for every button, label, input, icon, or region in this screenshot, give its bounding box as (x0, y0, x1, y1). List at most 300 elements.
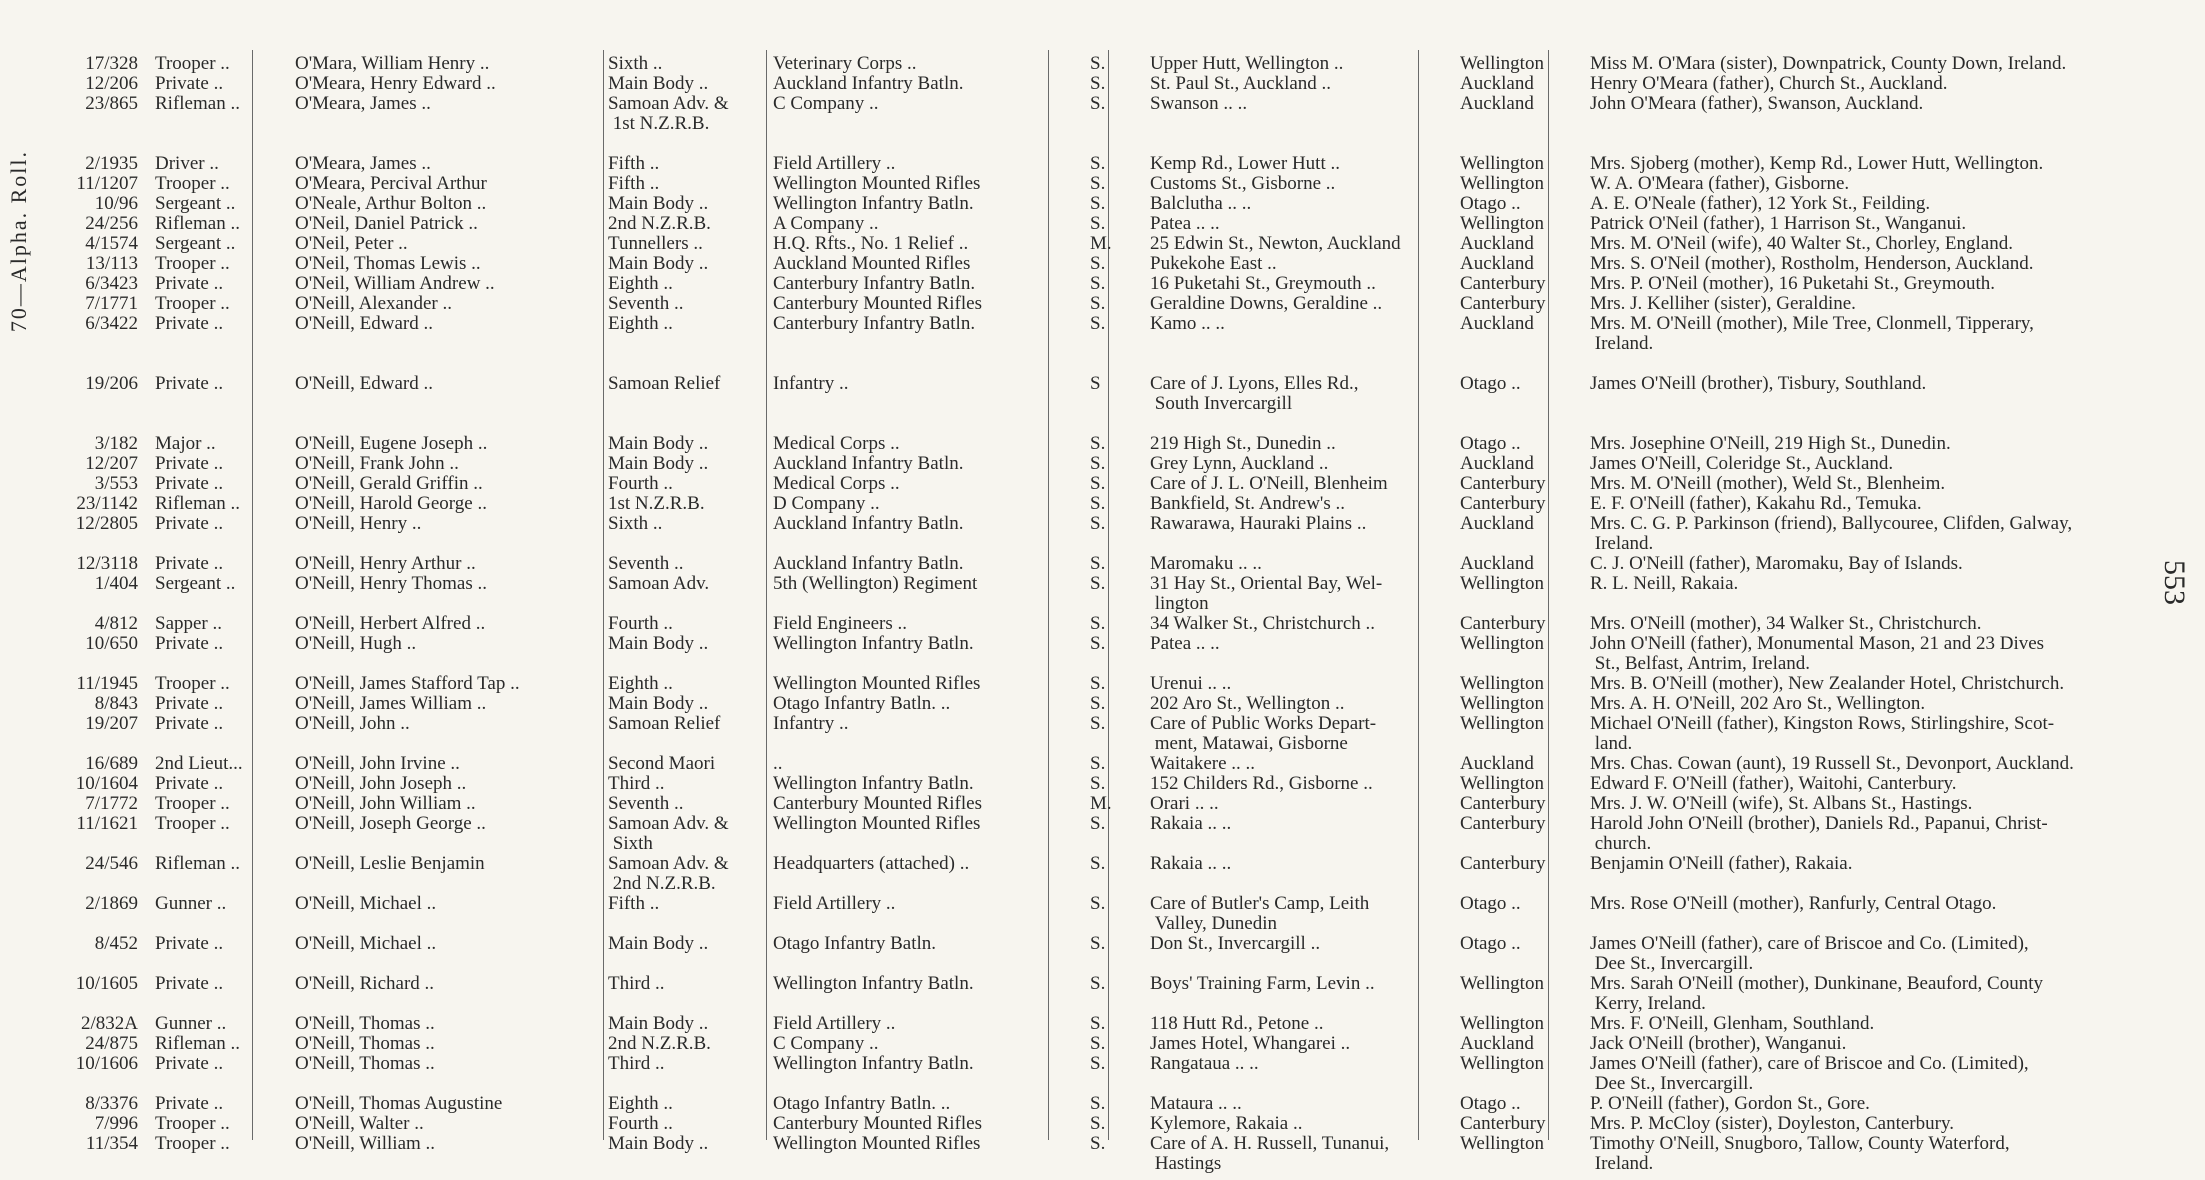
entry-rank: Trooper .. (155, 253, 230, 274)
entry-rank: 2nd Lieut... (155, 753, 243, 774)
entry-rank: Sergeant .. (155, 193, 236, 214)
entry-name: O'Meara, Henry Edward .. (295, 73, 496, 94)
entry-addr: Care of Butler's Camp, Leith Valley, Dunedin (1150, 893, 1370, 934)
entry-rank: Rifleman .. (155, 1033, 240, 1054)
entry-rank: Sapper .. (155, 613, 223, 634)
entry-num: 12/3118 (76, 553, 138, 574)
entry-corps: Auckland Infantry Batln. (773, 513, 964, 534)
entry-rank: Private .. (155, 1053, 224, 1074)
entry-num: 16/689 (85, 753, 138, 774)
entry-st: S. (1090, 553, 1106, 574)
entry-name: O'Neill, John William .. (295, 793, 476, 814)
entry-st: S. (1090, 693, 1106, 714)
entry-rank: Rifleman .. (155, 853, 240, 874)
entry-addr: Balclutha .. .. (1150, 193, 1252, 214)
entry-addr: 202 Aro St., Wellington .. (1150, 693, 1345, 714)
entry-corps: Wellington Mounted Rifles (773, 1133, 981, 1154)
entry-unit: Sixth .. (608, 513, 663, 534)
entry-kin: John O'Neill (father), Monumental Mason, 21 and 23 Dives St., Belfast, Antrim, Ireland. (1590, 633, 2045, 674)
entry-addr: Rawarawa, Hauraki Plains .. (1150, 513, 1367, 534)
entry-st: S. (1090, 673, 1106, 694)
entry-addr: 118 Hutt Rd., Petone .. (1150, 1013, 1324, 1034)
entry-unit: Fifth .. (608, 173, 660, 194)
entry-unit: Fifth .. (608, 153, 660, 174)
entry-name: O'Neill, Frank John .. (295, 453, 459, 474)
entry-addr: Don St., Invercargill .. (1150, 933, 1321, 954)
entry-rank: Private .. (155, 713, 224, 734)
entry-rank: Private .. (155, 553, 224, 574)
entry-corps: Canterbury Mounted Rifles (773, 793, 982, 814)
entry-addr: St. Paul St., Auckland .. (1150, 73, 1332, 94)
entry-num: 4/1574 (85, 233, 138, 254)
entry-kin: E. F. O'Neill (father), Kakahu Rd., Temuka. (1590, 493, 1922, 514)
entry-city: Auckland (1460, 513, 1534, 534)
entry-addr: Care of J. Lyons, Elles Rd., South Invercargill (1150, 373, 1359, 414)
entry-name: O'Neill, Walter .. (295, 1113, 424, 1134)
entry-city: Canterbury (1460, 473, 1546, 494)
entry-unit: Second Maori (608, 753, 716, 774)
entry-city: Auckland (1460, 553, 1534, 574)
entry-num: 8/843 (94, 693, 138, 714)
entry-corps: Wellington Mounted Rifles (773, 813, 981, 834)
entry-num: 11/354 (85, 1133, 138, 1154)
entry-city: Wellington (1460, 973, 1544, 994)
entry-unit: Main Body .. (608, 693, 709, 714)
entry-kin: Mrs. P. O'Neil (mother), 16 Puketahi St., Greymouth. (1590, 273, 1996, 294)
entry-num: 23/865 (85, 93, 138, 114)
entry-num: 10/96 (94, 193, 138, 214)
entry-city: Auckland (1460, 233, 1534, 254)
entry-city: Otago .. (1460, 373, 1521, 394)
entry-num: 10/1606 (75, 1053, 138, 1074)
entry-addr: 16 Puketahi St., Greymouth .. (1150, 273, 1376, 294)
entry-city: Canterbury (1460, 793, 1546, 814)
entry-rank: Private .. (155, 453, 224, 474)
entry-city: Otago .. (1460, 1093, 1521, 1114)
entry-city: Wellington (1460, 1053, 1544, 1074)
entry-name: O'Neill, Leslie Benjamin (295, 853, 485, 874)
entry-city: Canterbury (1460, 273, 1546, 294)
entry-rank: Private .. (155, 373, 224, 394)
entry-addr: 34 Walker St., Christchurch .. (1150, 613, 1376, 634)
entry-st: S. (1090, 933, 1106, 954)
entry-num: 2/1869 (85, 893, 138, 914)
entry-rank: Sergeant .. (155, 573, 236, 594)
entry-rank: Trooper .. (155, 793, 230, 814)
entry-addr: Geraldine Downs, Geraldine .. (1150, 293, 1383, 314)
entry-corps: Auckland Infantry Batln. (773, 453, 964, 474)
entry-name: O'Neill, John .. (295, 713, 410, 734)
entry-city: Canterbury (1460, 613, 1546, 634)
entry-city: Wellington (1460, 153, 1544, 174)
entry-addr: Pukekohe East .. (1150, 253, 1277, 274)
entry-num: 10/650 (85, 633, 138, 654)
entry-rank: Trooper .. (155, 673, 230, 694)
entry-st: S. (1090, 893, 1106, 914)
entry-num: 17/328 (85, 53, 138, 74)
entry-st: S. (1090, 293, 1106, 314)
entry-corps: H.Q. Rfts., No. 1 Relief .. (773, 233, 969, 254)
entry-unit: Samoan Adv. & 2nd N.Z.R.B. (608, 853, 729, 894)
entry-st: S. (1090, 193, 1106, 214)
entry-st: S. (1090, 1013, 1106, 1034)
entry-addr: Grey Lynn, Auckland .. (1150, 453, 1329, 474)
entry-addr: 25 Edwin St., Newton, Auckland (1150, 233, 1401, 254)
entry-kin: Mrs. O'Neill (mother), 34 Walker St., Christchurch. (1590, 613, 1982, 634)
entry-num: 2/1935 (85, 153, 138, 174)
entry-unit: Tunnellers .. (608, 233, 703, 254)
entry-st: S. (1090, 313, 1106, 334)
entry-city: Wellington (1460, 713, 1544, 734)
entry-unit: Third .. (608, 773, 665, 794)
entry-corps: Canterbury Infantry Batln. (773, 313, 976, 334)
entry-unit: Main Body .. (608, 1133, 709, 1154)
entry-kin: Patrick O'Neil (father), 1 Harrison St., Wanganui. (1590, 213, 1967, 234)
entry-num: 11/1945 (76, 673, 138, 694)
entry-num: 6/3423 (85, 273, 138, 294)
entry-addr: 31 Hay St., Oriental Bay, Wel- lington (1150, 573, 1383, 614)
entry-st: S. (1090, 713, 1106, 734)
entry-unit: Main Body .. (608, 1013, 709, 1034)
entry-st: S. (1090, 213, 1106, 234)
entry-rank: Private .. (155, 773, 224, 794)
entry-name: O'Neil, William Andrew .. (295, 273, 495, 294)
entry-st: S. (1090, 1133, 1106, 1154)
entry-kin: Henry O'Meara (father), Church St., Auckland. (1590, 73, 1948, 94)
entry-addr: Rakaia .. .. (1150, 853, 1232, 874)
entry-st: S. (1090, 1113, 1106, 1134)
entry-addr: Patea .. .. (1150, 213, 1220, 234)
entry-city: Canterbury (1460, 1113, 1546, 1134)
entry-unit: Sixth .. (608, 53, 663, 74)
entry-rank: Driver .. (155, 153, 219, 174)
entry-unit: Eighth .. (608, 273, 673, 294)
entry-addr: Patea .. .. (1150, 633, 1220, 654)
entry-name: O'Neill, Thomas .. (295, 1013, 435, 1034)
entry-kin: R. L. Neill, Rakaia. (1590, 573, 1739, 594)
entry-unit: Main Body .. (608, 73, 709, 94)
entry-kin: Mrs. M. O'Neil (wife), 40 Walter St., Chorley, England. (1590, 233, 2013, 254)
entry-kin: Miss M. O'Mara (sister), Downpatrick, County Down, Ireland. (1590, 53, 2067, 74)
entry-addr: Kamo .. .. (1150, 313, 1225, 334)
entry-addr: Mataura .. .. (1150, 1093, 1242, 1114)
entry-name: O'Neill, Gerald Griffin .. (295, 473, 483, 494)
entry-corps: Auckland Infantry Batln. (773, 553, 964, 574)
entry-unit: Fifth .. (608, 893, 660, 914)
entry-unit: Seventh .. (608, 553, 684, 574)
entry-name: O'Neil, Thomas Lewis .. (295, 253, 481, 274)
entry-num: 3/182 (94, 433, 138, 454)
entry-st: S. (1090, 513, 1106, 534)
entry-addr: Rakaia .. .. (1150, 813, 1232, 834)
entry-unit: Fourth .. (608, 1113, 673, 1134)
entry-st: M. (1090, 793, 1112, 814)
entry-kin: W. A. O'Meara (father), Gisborne. (1590, 173, 1850, 194)
entry-num: 6/3422 (85, 313, 138, 334)
entry-st: S. (1090, 173, 1106, 194)
entry-addr: Swanson .. .. (1150, 93, 1248, 114)
entry-city: Canterbury (1460, 813, 1546, 834)
entry-st: S. (1090, 853, 1106, 874)
entry-st: S. (1090, 153, 1106, 174)
entry-corps: Wellington Infantry Batln. (773, 633, 974, 654)
entry-corps: Wellington Infantry Batln. (773, 773, 974, 794)
entry-rank: Trooper .. (155, 1133, 230, 1154)
entry-name: O'Neill, John Irvine .. (295, 753, 460, 774)
entry-corps: Canterbury Infantry Batln. (773, 273, 976, 294)
entry-corps: Field Artillery .. (773, 1013, 896, 1034)
entry-corps: Otago Infantry Batln. (773, 933, 937, 954)
entry-kin: Mrs. S. O'Neil (mother), Rostholm, Henderson, Auckland. (1590, 253, 2034, 274)
entry-name: O'Neill, Eugene Joseph .. (295, 433, 488, 454)
entry-rank: Trooper .. (155, 173, 230, 194)
entry-st: S. (1090, 813, 1106, 834)
entry-kin: Mrs. Sarah O'Neill (mother), Dunkinane, Beauford, County Kerry, Ireland. (1590, 973, 2043, 1014)
entry-name: O'Neill, Joseph George .. (295, 813, 486, 834)
entry-addr: Kylemore, Rakaia .. (1150, 1113, 1303, 1134)
entry-city: Wellington (1460, 213, 1544, 234)
entry-st: S. (1090, 473, 1106, 494)
entry-name: O'Neil, Daniel Patrick .. (295, 213, 478, 234)
entry-corps: Field Engineers .. (773, 613, 908, 634)
entry-city: Wellington (1460, 693, 1544, 714)
entry-rank: Gunner .. (155, 1013, 227, 1034)
entry-kin: Harold John O'Neill (brother), Daniels Rd., Papanui, Christ- church. (1590, 813, 2048, 854)
page-number: 553 (2158, 560, 2191, 605)
entry-unit: Samoan Relief (608, 373, 721, 394)
entry-corps: Veterinary Corps .. (773, 53, 917, 74)
entry-city: Wellington (1460, 673, 1544, 694)
entry-city: Auckland (1460, 453, 1534, 474)
entry-rank: Private .. (155, 973, 224, 994)
entry-num: 3/553 (94, 473, 138, 494)
entry-city: Auckland (1460, 1033, 1534, 1054)
entry-name: O'Neill, Michael .. (295, 933, 437, 954)
entry-addr: Waitakere .. .. (1150, 753, 1256, 774)
entry-city: Wellington (1460, 53, 1544, 74)
entry-corps: Wellington Infantry Batln. (773, 973, 974, 994)
entry-city: Otago .. (1460, 193, 1521, 214)
entry-rank: Private .. (155, 513, 224, 534)
entry-st: S. (1090, 633, 1106, 654)
entry-corps: Wellington Mounted Rifles (773, 673, 981, 694)
entry-corps: Infantry .. (773, 373, 849, 394)
entry-rank: Rifleman .. (155, 493, 240, 514)
entry-unit: Samoan Adv. & 1st N.Z.R.B. (608, 93, 729, 134)
entry-unit: Eighth .. (608, 673, 673, 694)
entry-unit: 1st N.Z.R.B. (608, 493, 705, 514)
entry-name: O'Neill, Henry .. (295, 513, 422, 534)
entry-corps: A Company .. (773, 213, 879, 234)
roll-header-label: 70—Alpha. Roll. (6, 150, 31, 333)
entry-city: Wellington (1460, 773, 1544, 794)
entry-corps: Canterbury Mounted Rifles (773, 293, 982, 314)
entry-unit: Eighth .. (608, 313, 673, 334)
entry-kin: Edward F. O'Neill (father), Waitohi, Canterbury. (1590, 773, 1957, 794)
entry-st: S (1090, 373, 1101, 394)
entry-corps: C Company .. (773, 1033, 879, 1054)
entry-corps: Wellington Mounted Rifles (773, 173, 981, 194)
entry-corps: Field Artillery .. (773, 893, 896, 914)
entry-unit: Seventh .. (608, 293, 684, 314)
entry-num: 7/1772 (85, 793, 138, 814)
entry-num: 19/207 (85, 713, 138, 734)
entry-name: O'Neill, Thomas .. (295, 1033, 435, 1054)
entry-kin: Mrs. P. McCloy (sister), Doyleston, Canterbury. (1590, 1113, 1954, 1134)
entry-addr: Bankfield, St. Andrew's .. (1150, 493, 1345, 514)
entry-name: O'Neill, William .. (295, 1133, 436, 1154)
entry-rank: Rifleman .. (155, 213, 240, 234)
entry-city: Otago .. (1460, 893, 1521, 914)
entry-corps: D Company .. (773, 493, 880, 514)
entry-kin: Mrs. M. O'Neill (mother), Weld St., Blenheim. (1590, 473, 1946, 494)
entry-unit: Main Body .. (608, 453, 709, 474)
entry-rank: Private .. (155, 1093, 224, 1114)
entry-name: O'Neill, Richard .. (295, 973, 435, 994)
entry-city: Auckland (1460, 93, 1534, 114)
entry-kin: James O'Neill (brother), Tisbury, Southland. (1590, 373, 1927, 394)
entry-corps: Canterbury Mounted Rifles (773, 1113, 982, 1134)
entry-addr: Urenui .. .. (1150, 673, 1232, 694)
entry-kin: C. J. O'Neill (father), Maromaku, Bay of Islands. (1590, 553, 1963, 574)
entry-name: O'Neill, Henry Arthur .. (295, 553, 476, 574)
entry-kin: Mrs. Josephine O'Neill, 219 High St., Dunedin. (1590, 433, 1951, 454)
entry-addr: Rangataua .. .. (1150, 1053, 1259, 1074)
entry-unit: 2nd N.Z.R.B. (608, 1033, 711, 1054)
entry-kin: James O'Neill, Coleridge St., Auckland. (1590, 453, 1894, 474)
entry-corps: Otago Infantry Batln. .. (773, 693, 951, 714)
entry-addr: Kemp Rd., Lower Hutt .. (1150, 153, 1340, 174)
entry-addr: 219 High St., Dunedin .. (1150, 433, 1336, 454)
entry-corps: 5th (Wellington) Regiment (773, 573, 978, 594)
entry-name: O'Neil, Peter .. (295, 233, 408, 254)
entry-name: O'Neill, Edward .. (295, 313, 433, 334)
entry-num: 24/256 (85, 213, 138, 234)
entry-unit: Third .. (608, 1053, 665, 1074)
entry-st: M. (1090, 233, 1112, 254)
entry-st: S. (1090, 1033, 1106, 1054)
entry-name: O'Neill, Edward .. (295, 373, 433, 394)
entry-unit: Fourth .. (608, 473, 673, 494)
entry-st: S. (1090, 493, 1106, 514)
entry-city: Wellington (1460, 573, 1544, 594)
entry-name: O'Meara, James .. (295, 153, 431, 174)
entry-st: S. (1090, 273, 1106, 294)
entry-city: Auckland (1460, 753, 1534, 774)
entry-name: O'Neill, Alexander .. (295, 293, 452, 314)
entry-name: O'Neill, Henry Thomas .. (295, 573, 487, 594)
entry-st: S. (1090, 453, 1106, 474)
entry-unit: Main Body .. (608, 933, 709, 954)
entry-rank: Rifleman .. (155, 93, 240, 114)
entry-city: Canterbury (1460, 853, 1546, 874)
entry-addr: Customs St., Gisborne .. (1150, 173, 1336, 194)
entry-unit: Main Body .. (608, 253, 709, 274)
entry-unit: Fourth .. (608, 613, 673, 634)
entry-num: 4/812 (94, 613, 138, 634)
entry-num: 23/1142 (76, 493, 138, 514)
entry-kin: Mrs. J. Kelliher (sister), Geraldine. (1590, 293, 1856, 314)
entry-name: O'Neill, Hugh .. (295, 633, 417, 654)
entry-addr: Maromaku .. .. (1150, 553, 1262, 574)
entry-corps: Headquarters (attached) .. (773, 853, 970, 874)
entry-addr: Care of A. H. Russell, Tunanui, Hastings (1150, 1133, 1390, 1174)
entry-city: Auckland (1460, 73, 1534, 94)
entry-num: 24/875 (85, 1033, 138, 1054)
entry-kin: Mrs. Sjoberg (mother), Kemp Rd., Lower Hutt, Wellington. (1590, 153, 2044, 174)
entry-rank: Gunner .. (155, 893, 227, 914)
entry-name: O'Neill, Harold George .. (295, 493, 487, 514)
entry-corps: Auckland Mounted Rifles (773, 253, 971, 274)
entry-num: 19/206 (85, 373, 138, 394)
entry-rank: Sergeant .. (155, 233, 236, 254)
entry-unit: Samoan Adv. & Sixth (608, 813, 729, 854)
entry-kin: Timothy O'Neill, Snugboro, Tallow, County Waterford, Ireland. (1590, 1133, 2010, 1174)
entry-unit: Main Body .. (608, 633, 709, 654)
entry-kin: Mrs. F. O'Neill, Glenham, Southland. (1590, 1013, 1875, 1034)
entry-st: S. (1090, 93, 1106, 114)
entry-corps: Infantry .. (773, 713, 849, 734)
entry-num: 10/1604 (75, 773, 138, 794)
entry-addr: 152 Childers Rd., Gisborne .. (1150, 773, 1373, 794)
entry-unit: Samoan Adv. (608, 573, 710, 594)
entry-num: 7/996 (94, 1113, 138, 1134)
entry-name: O'Neill, Thomas Augustine (295, 1093, 503, 1114)
entry-unit: Main Body .. (608, 193, 709, 214)
entry-name: O'Neill, James William .. (295, 693, 487, 714)
entry-st: S. (1090, 613, 1106, 634)
entry-name: O'Neill, Michael .. (295, 893, 437, 914)
entry-num: 24/546 (85, 853, 138, 874)
entry-kin: Mrs. J. W. O'Neill (wife), St. Albans St., Hastings. (1590, 793, 1973, 814)
entry-kin: Michael O'Neill (father), Kingston Rows, Stirlingshire, Scot- land. (1590, 713, 2055, 754)
entry-rank: Trooper .. (155, 293, 230, 314)
entry-num: 2/832A (81, 1013, 138, 1034)
entry-num: 12/206 (85, 73, 138, 94)
entry-city: Otago .. (1460, 933, 1521, 954)
entry-kin: Mrs. B. O'Neill (mother), New Zealander Hotel, Christchurch. (1590, 673, 2065, 694)
entry-kin: A. E. O'Neale (father), 12 York St., Feilding. (1590, 193, 1931, 214)
entry-num: 7/1771 (85, 293, 138, 314)
entry-name: O'Meara, James .. (295, 93, 431, 114)
entry-st: S. (1090, 973, 1106, 994)
entry-addr: Orari .. .. (1150, 793, 1219, 814)
entry-unit: Eighth .. (608, 1093, 673, 1114)
entry-kin: John O'Meara (father), Swanson, Auckland. (1590, 93, 1924, 114)
entry-city: Wellington (1460, 173, 1544, 194)
entry-kin: P. O'Neill (father), Gordon St., Gore. (1590, 1093, 1870, 1114)
entry-addr: Boys' Training Farm, Levin .. (1150, 973, 1375, 994)
entry-st: S. (1090, 433, 1106, 454)
entry-rank: Private .. (155, 273, 224, 294)
entry-addr: Care of Public Works Depart- ment, Matawai, Gisborne (1150, 713, 1377, 754)
entry-rank: Trooper .. (155, 1113, 230, 1134)
entry-rank: Private .. (155, 933, 224, 954)
entry-st: S. (1090, 1093, 1106, 1114)
entry-unit: 2nd N.Z.R.B. (608, 213, 711, 234)
entry-st: S. (1090, 73, 1106, 94)
entry-corps: Medical Corps .. (773, 473, 900, 494)
entry-name: O'Neale, Arthur Bolton .. (295, 193, 487, 214)
entry-city: Auckland (1460, 313, 1534, 334)
entry-corps: Wellington Infantry Batln. (773, 193, 974, 214)
entry-num: 10/1605 (75, 973, 138, 994)
entry-city: Wellington (1460, 633, 1544, 654)
entry-rank: Private .. (155, 313, 224, 334)
entry-corps: Wellington Infantry Batln. (773, 1053, 974, 1074)
entry-city: Wellington (1460, 1013, 1544, 1034)
entry-st: S. (1090, 1053, 1106, 1074)
